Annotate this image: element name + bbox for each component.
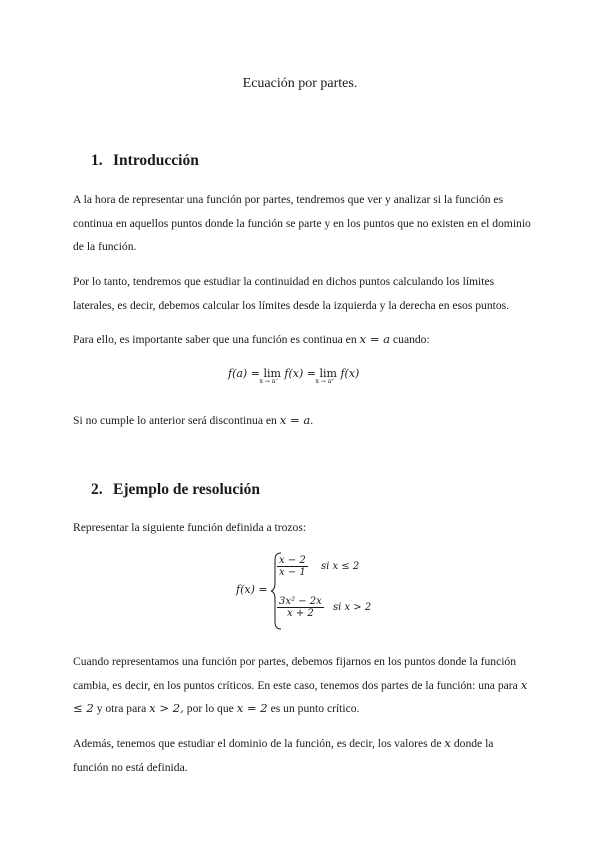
case-2-condition: si x > 2 <box>332 602 372 613</box>
section-title: Ejemplo de resolución <box>113 481 260 498</box>
case-1-condition: si x ≤ 2 <box>320 561 360 572</box>
paragraph-intro-2: Por lo tanto, tendremos que estudiar la continuidad en dichos puntos calculando los límites laterales, es decir, debemos calcular los límites desde la izquierda y la derecha en esos puntos. <box>73 275 510 312</box>
math-inline: x <box>444 736 451 750</box>
paragraph-intro-4: Si no cumple lo anterior será discontinua en x = a. <box>73 413 314 427</box>
math-inline: x = a <box>359 332 391 346</box>
case-2-fraction: $\frac{\text{3x² − 2x}}{x + 2}$ <box>279 596 322 619</box>
section-number: 2. <box>91 481 103 498</box>
paragraph-ejemplo-2: Cuando representamos una función por partes, debemos fijarnos en los puntos donde la función cambia, es decir, en los puntos críticos. En este caso, tenemos dos partes de la función: una para x ≤ 2 y otra para x > 2, por lo que x = 2 es un punto crítico. <box>73 655 528 715</box>
math-inline: x > 2, <box>149 701 184 715</box>
section-number: 1. <box>91 152 103 169</box>
limit-right: lim x → a⁺ <box>315 367 337 385</box>
paragraph-ejemplo-3: Además, tenemos que estudiar el dominio de la función, es decir, los valores de x donde la función no está definida. <box>73 736 494 774</box>
section-heading-ejemplo <box>91 481 260 499</box>
limit-left: lim x → a⁻ <box>259 367 281 385</box>
continuity-formula: f(a) = lim x → a⁻ f(x) = lim x → a⁺ f(x) <box>228 367 360 385</box>
math-inline: x ≤ 2 <box>73 677 528 715</box>
document-title: Ecuación por partes. <box>242 76 358 91</box>
case-1 <box>277 555 359 578</box>
case-1-fraction: $\frac{x - 2}{x - 1}$ <box>279 555 306 578</box>
piecewise-function <box>236 550 376 630</box>
paragraph-intro-1: A la hora de representar una función por partes, tendremos que ver y analizar si la función es continua en aquellos puntos donde la función se parte y en los puntos que no existen en el dominio de la función. <box>73 193 531 253</box>
piecewise-lhs: f(x) = <box>236 583 268 596</box>
section-title: Introducción <box>113 152 199 169</box>
math-inline: x = 2 <box>236 701 268 715</box>
section-heading-introduccion <box>91 152 199 170</box>
paragraph-ejemplo-1: Representar la siguiente función definida a trozos: <box>73 521 307 534</box>
case-2 <box>277 596 371 619</box>
math-inline: x = a <box>279 413 311 427</box>
paragraph-intro-3: Para ello, es importante saber que una función es continua en x = a cuando: <box>73 332 430 346</box>
